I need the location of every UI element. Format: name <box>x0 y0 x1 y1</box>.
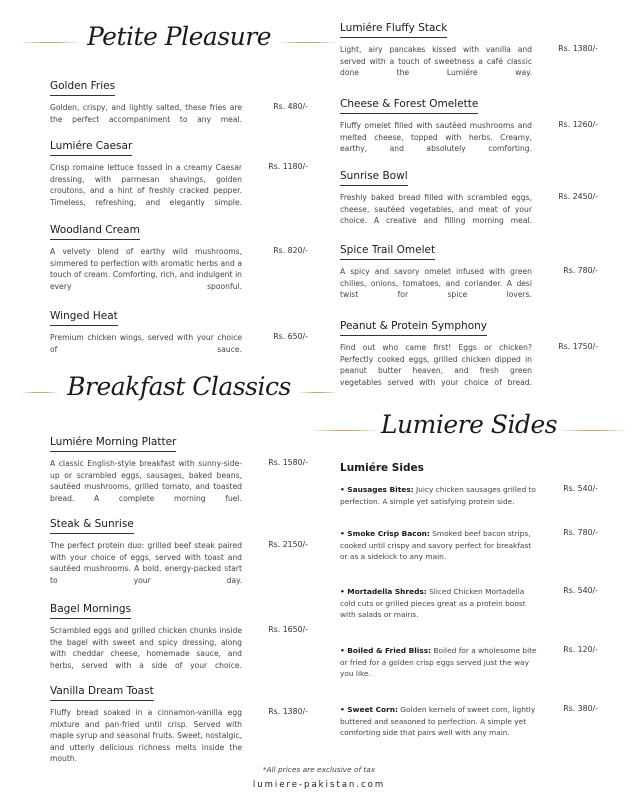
side-name: • Mortadella Shreds: <box>340 587 427 596</box>
item-description: A spicy and savory omelet infused with green chilies, onions, tomatoes, and coriander. A desi twist for spice lovers. <box>340 267 532 300</box>
item-description: Scrambled eggs and grilled chicken chunks inside the bagel with sweet and spicy dressing, along with cheddar cheese, homemade sauce, and herbs, served with a side of your choice. <box>50 626 242 670</box>
item-name: Lumiére Fluffy Stack <box>340 22 447 38</box>
item-description: Light, airy pancakes kissed with vanilla and served with a touch of sweetness a café classic done the Lumiére way. <box>340 45 532 78</box>
item-description: Premium chicken wings, served with your choice of sauce. <box>50 333 242 354</box>
side-description: Golden kernels of sweet corn, lightly buttered and seasoned to perfection. A simple yet comforting side that pairs well with any main. <box>340 705 536 738</box>
item-description: Find out who came first! Eggs or chicken? Perfectly cooked eggs, grilled chicken dipped in peanut butter heaven, and fresh green vegetables served with your choice of bread. <box>340 343 532 387</box>
item-name: Woodland Cream <box>50 224 140 240</box>
menu-item <box>340 16 598 79</box>
side-item <box>340 484 598 507</box>
item-description: The perfect protein duo: grilled beef steak paired with your choice of eggs, served with toast and sautéed mushrooms. A bold, energy-packed start to your day. <box>50 541 242 585</box>
item-price: Rs. 1650/- <box>268 625 308 634</box>
section-header-sides <box>310 410 628 450</box>
menu-item <box>50 512 308 586</box>
side-price: Rs. 120/- <box>563 645 598 654</box>
item-name: Lumiére Caesar <box>50 140 132 156</box>
item-price: Rs. 1260/- <box>558 120 598 129</box>
side-name: • Smoke Crisp Bacon: <box>340 529 430 538</box>
item-name: Peanut & Protein Symphony <box>340 320 487 336</box>
item-price: Rs. 480/- <box>273 102 308 111</box>
item-price: Rs. 1750/- <box>558 342 598 351</box>
item-price: Rs. 2150/- <box>268 540 308 549</box>
section-header-breakfast <box>20 372 338 412</box>
side-description: Juicy chicken sausages grilled to perfection. A simple yet satisfying protein side. <box>340 485 536 506</box>
item-name: Bagel Mornings <box>50 603 131 619</box>
section-header-petite <box>20 22 338 62</box>
side-name: • Sweet Corn: <box>340 705 398 714</box>
item-name: Steak & Sunrise <box>50 518 134 534</box>
side-price: Rs. 780/- <box>563 528 598 537</box>
menu-item <box>50 430 308 504</box>
menu-item <box>340 92 598 155</box>
menu-item <box>50 134 308 208</box>
side-name: • Boiled & Fried Bliss: <box>340 646 432 655</box>
side-item <box>340 704 598 739</box>
menu-item <box>50 304 308 355</box>
side-item <box>340 528 598 563</box>
menu-item <box>50 679 308 765</box>
side-item <box>340 645 598 680</box>
menu-item <box>50 218 308 292</box>
item-price: Rs. 1380/- <box>268 707 308 716</box>
item-description: A classic English-style breakfast with sunny-side-up or scrambled eggs, sausages, baked beans, sautéed mushrooms, grilled tomato, and toasted bread. A complete morning fuel. <box>50 459 242 503</box>
item-price: Rs. 1580/- <box>268 458 308 467</box>
side-price: Rs. 380/- <box>563 704 598 713</box>
item-name: Vanilla Dream Toast <box>50 685 154 701</box>
section-title: Breakfast Classics <box>67 372 291 401</box>
item-name: Winged Heat <box>50 310 118 326</box>
side-item <box>340 586 598 621</box>
menu-item <box>340 164 598 227</box>
item-price: Rs. 650/- <box>273 332 308 341</box>
item-description: Golden, crispy, and lightly salted, these fries are the perfect accompaniment to any meal. <box>50 103 242 124</box>
menu-item <box>50 74 308 125</box>
side-description: Sliced Chicken Mortadella cold cuts or grilled pieces great as a protein boost with salads or mains. <box>340 587 526 620</box>
side-description: Smoked beef bacon strips, cooked until crispy and savory perfect for breakfast or as a sidekick to any main. <box>340 529 532 562</box>
item-price: Rs. 820/- <box>273 246 308 255</box>
menu-item <box>340 314 598 388</box>
item-description: A velvety blend of earthy wild mushrooms, simmered to perfection with aromatic herbs and a touch of cream. Comforting, rich, and indulgent in every spoonful. <box>50 247 242 291</box>
side-price: Rs. 540/- <box>563 586 598 595</box>
side-description: Boiled for a wholesome bite or fried for a golden crisp eggs served just the way you like. <box>340 646 537 679</box>
item-description: Freshly baked bread filled with scrambled eggs, cheese, sautéed vegetables, and meat of your choice. A creative and filling morning meal. <box>340 193 532 226</box>
item-name: Golden Fries <box>50 80 115 96</box>
item-name: Cheese & Forest Omelette <box>340 98 478 114</box>
tax-note: *All prices are exclusive of tax <box>262 765 376 774</box>
sides-subtitle: Lumiére Sides <box>340 462 424 474</box>
item-price: Rs. 1180/- <box>268 162 308 171</box>
website-url: lumiere-pakistan.com <box>252 780 386 790</box>
item-price: Rs. 2450/- <box>558 192 598 201</box>
item-price: Rs. 1380/- <box>558 44 598 53</box>
menu-item <box>340 238 598 301</box>
side-price: Rs. 540/- <box>563 484 598 493</box>
item-description: Fluffy omelet filled with sautéed mushrooms and melted cheese, topped with herbs. Creamy, earthy, and absolutely comforting. <box>340 121 532 154</box>
menu-item <box>50 597 308 671</box>
item-description: Crisp romaine lettuce tossed in a creamy Caesar dressing, with parmesan shavings, golden croutons, and a hint of freshly cracked pepper. Timeless, refreshing, and elegantly simple. <box>50 163 242 207</box>
section-title: Lumiere Sides <box>380 410 558 439</box>
item-name: Spice Trail Omelet <box>340 244 435 260</box>
section-title: Petite Pleasure <box>86 22 272 51</box>
item-name: Lumiére Morning Platter <box>50 436 176 452</box>
item-description: Fluffy bread soaked in a cinnamon-vanilla egg mixture and pan-fried until crisp. Served with maple syrup and seasonal fruits. Sweet, nostalgic, and utterly delicious richness melts inside the mouth. <box>50 708 242 764</box>
item-price: Rs. 780/- <box>563 266 598 275</box>
side-name: • Sausages Bites: <box>340 485 414 494</box>
item-name: Sunrise Bowl <box>340 170 408 186</box>
